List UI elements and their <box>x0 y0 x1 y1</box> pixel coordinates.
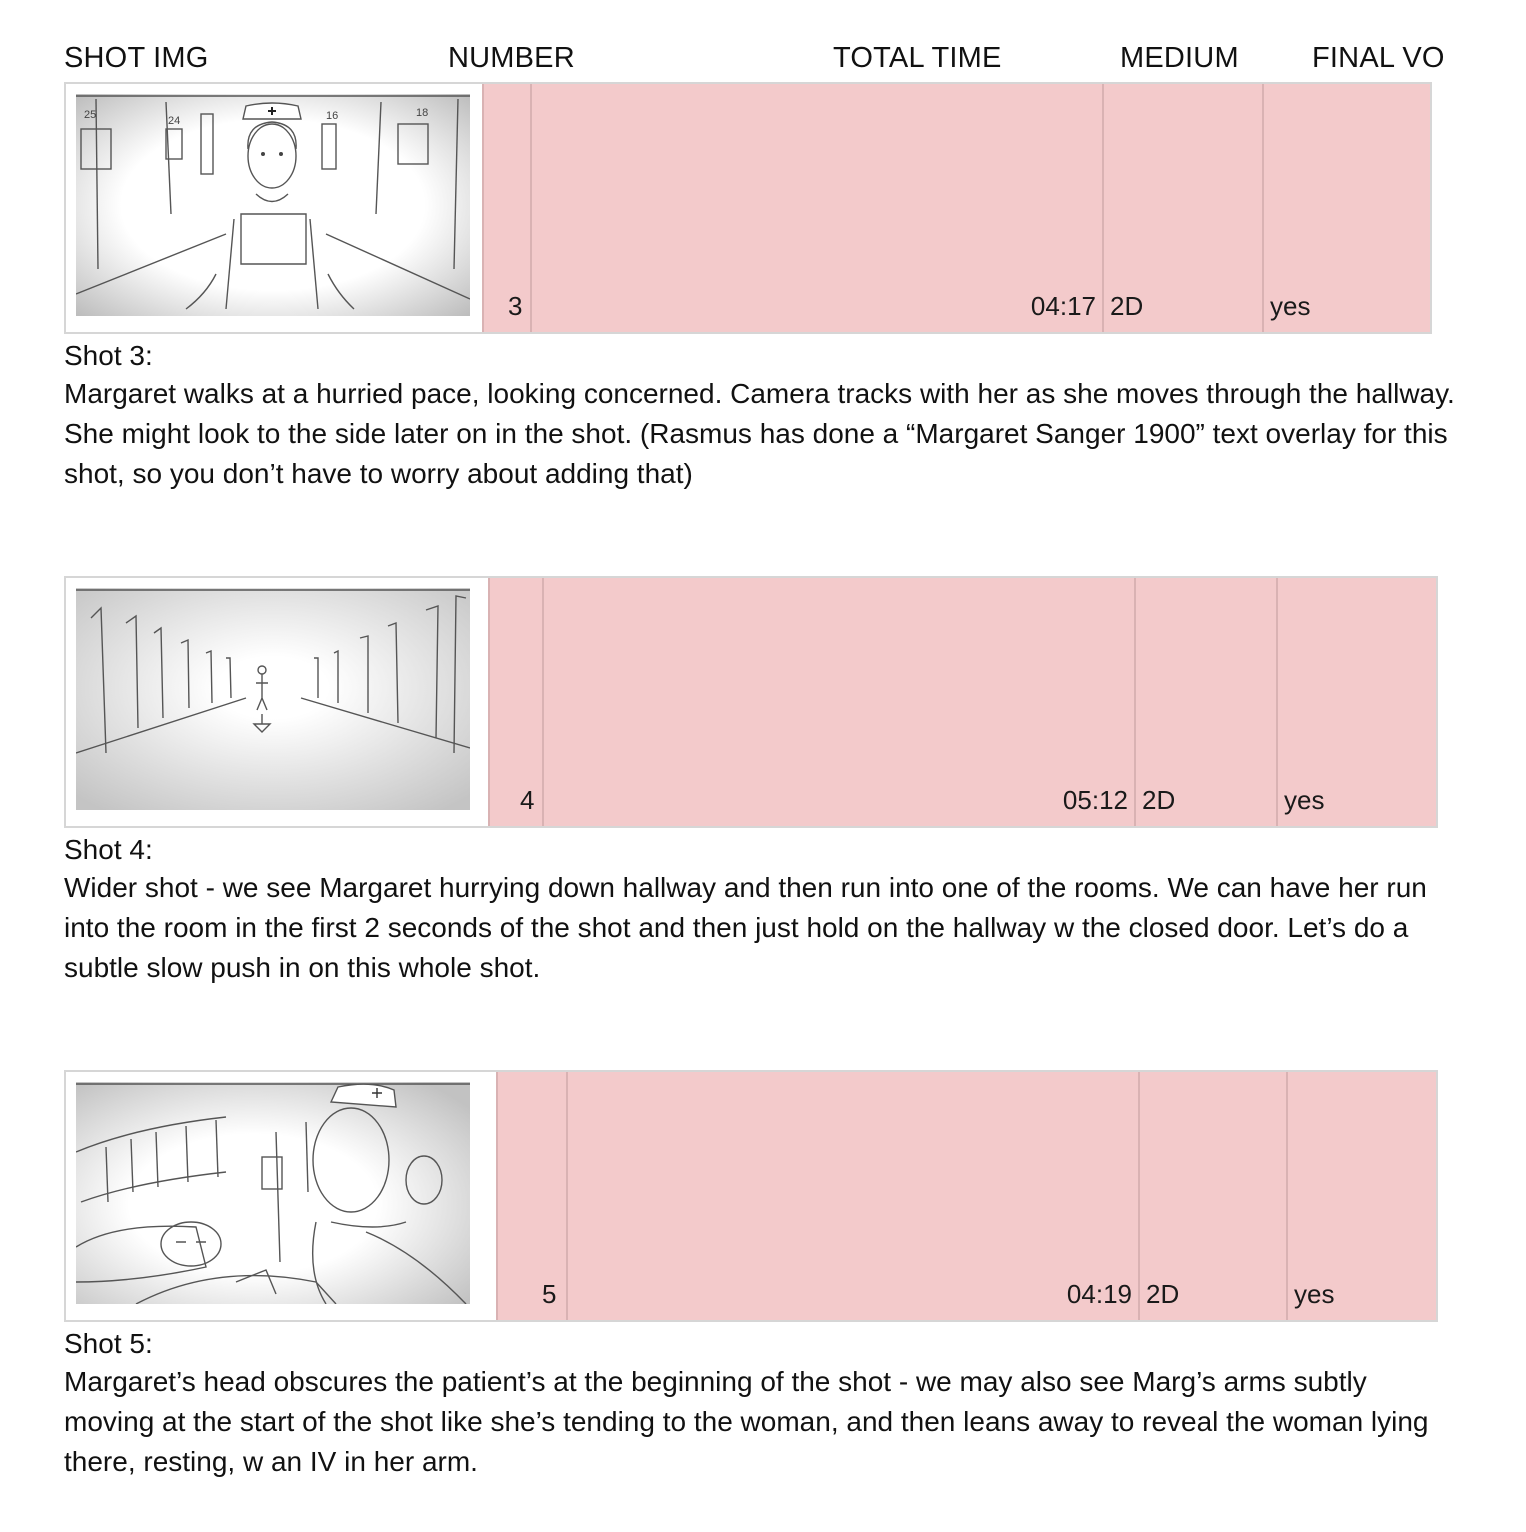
total-time-value: 04:19 <box>1066 1279 1132 1309</box>
door-number-25: 25 <box>84 109 97 121</box>
shot-row-5 <box>64 1070 1438 1322</box>
final-vo-value: yes <box>1284 785 1325 815</box>
header-number: NUMBER <box>448 42 575 74</box>
long-hallway-sketch <box>76 588 470 810</box>
total-time-cell-5 <box>566 1072 1140 1320</box>
medium-cell-4 <box>1134 578 1278 826</box>
shot-thumbnail-3 <box>66 84 482 332</box>
total-time-value: 05:12 <box>1062 785 1128 815</box>
header-medium: MEDIUM <box>1120 42 1239 74</box>
shot-label-3: Shot 3: <box>64 340 153 371</box>
header-shot-img: SHOT IMG <box>64 42 209 74</box>
shot-number: 4 <box>520 785 535 815</box>
medium-value: 2D <box>1142 785 1176 815</box>
number-cell-4 <box>488 578 544 826</box>
total-time-cell-3 <box>530 84 1104 332</box>
shot-label-4: Shot 4: <box>64 834 153 865</box>
door-number-16: 16 <box>326 110 339 122</box>
total-time-value: 04:17 <box>1030 291 1096 321</box>
header-final-vo: FINAL VO <box>1312 42 1445 74</box>
final-vo-cell-5 <box>1286 1072 1436 1320</box>
shot-thumbnail-5 <box>66 1072 496 1320</box>
header-total-time: TOTAL TIME <box>833 42 1002 74</box>
shot-row-3 <box>64 82 1432 334</box>
medium-value: 2D <box>1110 291 1144 321</box>
medium-cell-5 <box>1138 1072 1288 1320</box>
number-cell-5 <box>496 1072 568 1320</box>
shot-description-5: Margaret’s head obscures the patient’s at the beginning of the shot - we may also see Marg’s arms subtly moving at the start of the shot like she’s tending to the woman, and then leans away to reveal the woman lying there, resting, w an IV in her arm. <box>64 1366 1429 1477</box>
final-vo-cell-3 <box>1262 84 1430 332</box>
door-number-18: 18 <box>416 107 429 119</box>
shot-description-4: Wider shot - we see Margaret hurrying down hallway and then run into one of the rooms. We can have her run into the room in the first 2 seconds of the shot and then just hold on the hallway w the closed door. Let’s do a subtle slow push in on this whole shot. <box>64 872 1427 983</box>
medium-cell-3 <box>1102 84 1264 332</box>
shot-number: 5 <box>542 1279 557 1309</box>
shot-label-5: Shot 5: <box>64 1328 153 1359</box>
shot-thumbnail-4 <box>66 578 488 826</box>
shot-number: 3 <box>508 291 523 321</box>
shot-description-3: Margaret walks at a hurried pace, looking concerned. Camera tracks with her as she moves through the hallway. She might look to the side later on in the shot. (Rasmus has done a “Margaret Sanger 1900” text overlay for this shot, so you don’t have to worry about adding that) <box>64 378 1455 489</box>
final-vo-value: yes <box>1294 1279 1335 1309</box>
patient-bed-sketch <box>76 1082 470 1304</box>
final-vo-value: yes <box>1270 291 1311 321</box>
shot-row-4 <box>64 576 1438 828</box>
number-cell-3 <box>482 84 532 332</box>
total-time-cell-4 <box>542 578 1136 826</box>
nurse-hallway-sketch <box>76 94 470 316</box>
door-number-24: 24 <box>168 115 181 127</box>
final-vo-cell-4 <box>1276 578 1436 826</box>
medium-value: 2D <box>1146 1279 1180 1309</box>
